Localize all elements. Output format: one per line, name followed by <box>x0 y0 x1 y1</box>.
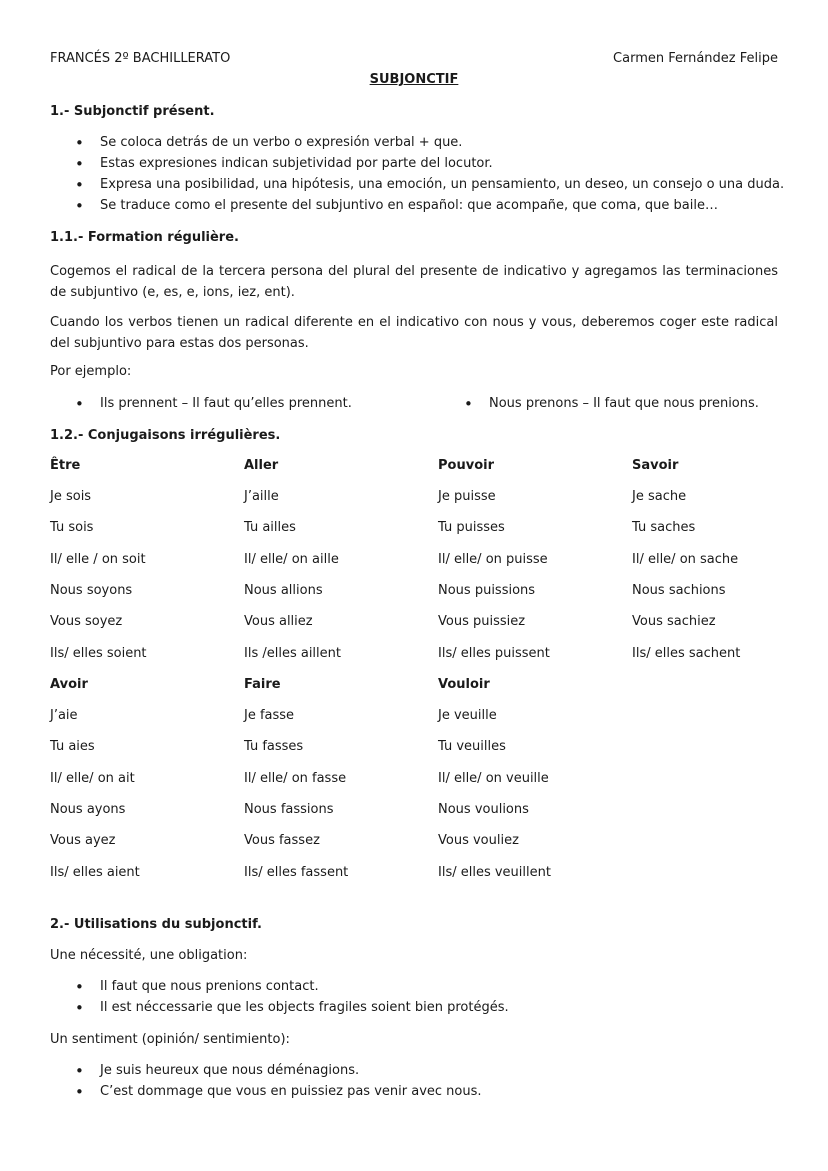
verb-form: Il/ elle / on soit <box>50 552 146 567</box>
verb-form: Vous alliez <box>244 614 313 629</box>
verb-form: Tu sois <box>50 520 94 535</box>
verb-form: Je fasse <box>244 708 295 723</box>
verb-heading: Avoir <box>50 677 88 692</box>
verb-form: Ils/ elles fassent <box>244 865 349 880</box>
verb-form: Nous soyons <box>50 583 133 598</box>
section-1-1-paragraph-1: Cogemos el radical de la tercera persona del plural del presente de indicativo y agregamos las terminaciones de subjuntivo (e, es, e, ions, iez, ent). <box>50 264 778 300</box>
section-1-1-paragraph-2: Cuando los verbos tienen un radical diferente en el indicativo con nous y vous, deberemos coger este radical del subjuntivo para estas dos personas. <box>50 315 778 351</box>
section-1-heading: 1.- Subjonctif présent. <box>50 104 215 119</box>
verb-form: J’aille <box>244 489 279 504</box>
verb-form: Nous ayons <box>50 802 126 817</box>
verb-form: Je veuille <box>438 708 497 723</box>
verb-form: Il/ elle/ on veuille <box>438 771 549 786</box>
list-item: • Je suis heureux que nous déménagions. <box>50 1063 778 1084</box>
document-title: SUBJONCTIF <box>369 72 459 87</box>
section-1-bullet-list <box>50 135 785 219</box>
necessity-bullet-list <box>50 979 778 1021</box>
verb-form: Il/ elle/ on puisse <box>438 552 548 567</box>
verb-form: Vous fassez <box>244 833 320 848</box>
verb-heading: Faire <box>244 677 281 692</box>
verb-form: Tu veuilles <box>438 739 506 754</box>
verb-form: Ils/ elles aient <box>50 865 140 880</box>
usage-intro-necessity: Une nécessité, une obligation: <box>50 948 248 963</box>
list-item: • Estas expresiones indican subjetividad por parte del locutor. <box>50 156 778 177</box>
list-item: • Il est néccessarie que les objects fragiles soient bien protégés. <box>50 1000 778 1021</box>
example-right: • Nous prenons – Il faut que nous prenions. <box>439 396 759 412</box>
verb-form: Vous vouliez <box>438 833 519 848</box>
verb-form: Tu fasses <box>244 739 304 754</box>
verb-form: Ils/ elles soient <box>50 646 147 661</box>
section-2-heading: 2.- Utilisations du subjonctif. <box>50 917 262 932</box>
list-item: • Se traduce como el presente del subjuntivo en español: que acompañe, que coma, que baile… <box>50 198 778 219</box>
verb-form: Vous sachiez <box>632 614 716 629</box>
verb-form: Nous sachions <box>632 583 726 598</box>
verb-form: Il/ elle/ on fasse <box>244 771 347 786</box>
verb-form: Nous puissions <box>438 583 536 598</box>
verb-form: Je sache <box>632 489 687 504</box>
verb-heading: Pouvoir <box>438 458 494 473</box>
verb-form: Tu puisses <box>438 520 505 535</box>
verb-form: Vous soyez <box>50 614 123 629</box>
verb-form: Il/ elle/ on sache <box>632 552 739 567</box>
verb-form: Tu aies <box>50 739 95 754</box>
usage-intro-feeling: Un sentiment (opinión/ sentimiento): <box>50 1032 290 1047</box>
verb-form: J’aie <box>50 708 78 723</box>
list-item: • Se coloca detrás de un verbo o expresión verbal + que. <box>50 135 778 156</box>
verb-heading: Aller <box>244 458 279 473</box>
header-course: FRANCÉS 2º BACHILLERATO <box>50 51 231 66</box>
verb-form: Tu ailles <box>244 520 296 535</box>
verb-form: Nous voulions <box>438 802 529 817</box>
feeling-bullet-list <box>50 1063 778 1105</box>
verb-form: Vous ayez <box>50 833 116 848</box>
example-left: • Ils prennent – Il faut qu’elles prennent. <box>50 396 352 412</box>
example-intro: Por ejemplo: <box>50 364 132 379</box>
verb-form: Il/ elle/ on aille <box>244 552 339 567</box>
list-item: • Expresa una posibilidad, una hipótesis, una emoción, un pensamiento, un deseo, un consejo o una duda. <box>50 177 778 198</box>
verb-form: Je sois <box>50 489 92 504</box>
verb-heading: Savoir <box>632 458 679 473</box>
verb-form: Il/ elle/ on ait <box>50 771 135 786</box>
list-item: • C’est dommage que vous en puissiez pas venir avec nous. <box>50 1084 778 1105</box>
header-author: Carmen Fernández Felipe <box>613 51 778 66</box>
verb-heading: Être <box>50 458 81 473</box>
list-item: • Il faut que nous prenions contact. <box>50 979 778 1000</box>
section-1-2-heading: 1.2.- Conjugaisons irrégulières. <box>50 428 281 443</box>
verb-form: Ils/ elles sachent <box>632 646 741 661</box>
verb-form: Ils/ elles puissent <box>438 646 550 661</box>
verb-form: Je puisse <box>438 489 496 504</box>
verb-form: Vous puissiez <box>438 614 526 629</box>
verb-form: Ils/ elles veuillent <box>438 865 551 880</box>
verb-form: Nous allions <box>244 583 323 598</box>
verb-form: Ils /elles aillent <box>244 646 341 661</box>
verb-form: Nous fassions <box>244 802 334 817</box>
section-1-1-heading: 1.1.- Formation régulière. <box>50 230 239 245</box>
verb-form: Tu saches <box>632 520 696 535</box>
verb-heading: Vouloir <box>438 677 490 692</box>
